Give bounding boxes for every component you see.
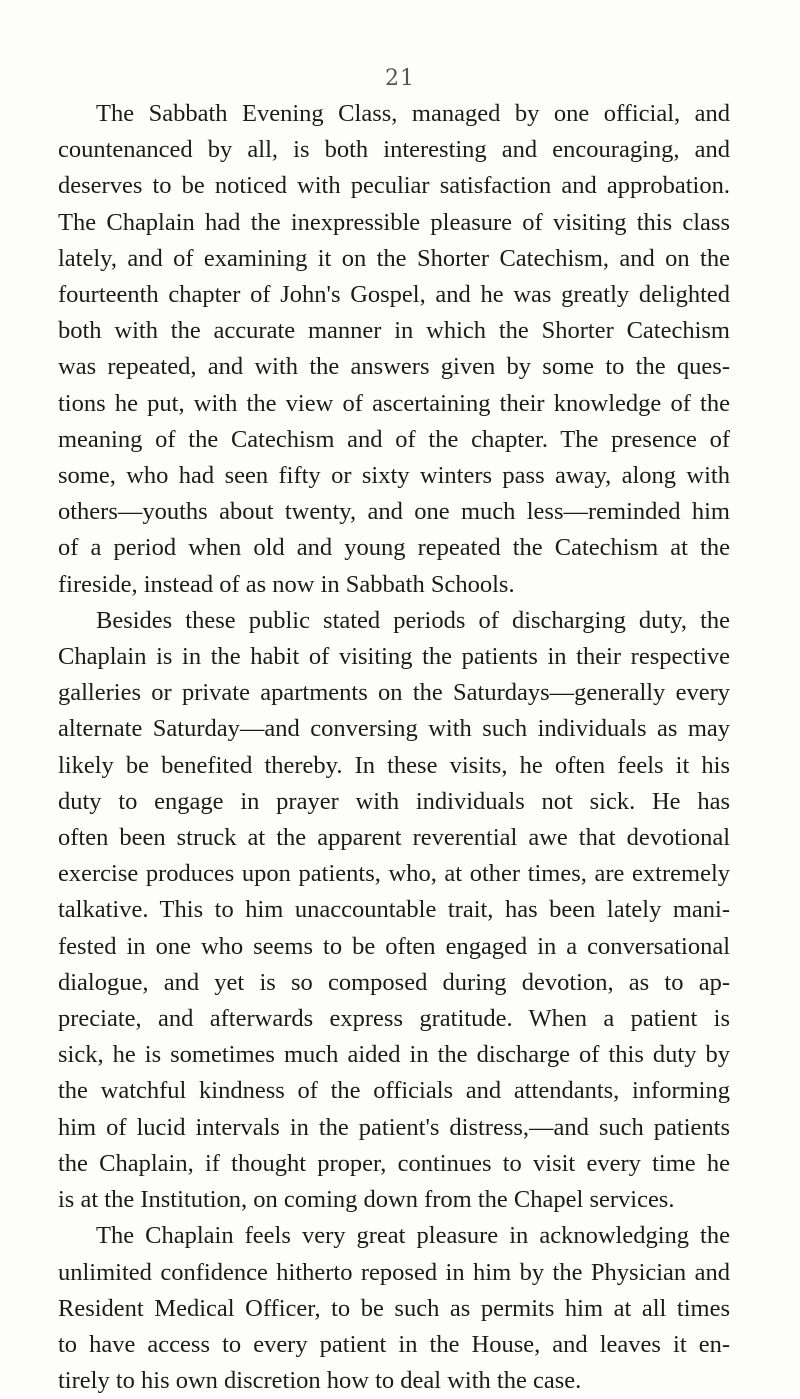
text-line: Besides these public stated periods of discharging duty, the	[96, 606, 730, 634]
text-line: countenanced by all, is both interesting and encouraging, and	[58, 136, 730, 164]
body-text	[58, 96, 730, 1399]
text-line: some, who had seen fifty or sixty winters pass away, along with	[58, 462, 730, 490]
text-line: The Chaplain had the inexpressible pleasure of visiting this class	[58, 208, 730, 236]
text-line: of a period when old and young repeated the Catechism at the	[58, 534, 730, 562]
text-line: the watchful kindness of the officials and attendants, informing	[58, 1077, 730, 1105]
text-line: often been struck at the apparent reverential awe that devotional	[58, 824, 730, 852]
text-line: both with the accurate manner in which the Shorter Catechism	[58, 317, 730, 345]
text-line: to have access to every patient in the House, and leaves it en-	[58, 1330, 730, 1358]
paragraph	[58, 96, 730, 603]
text-line: unlimited confidence hitherto reposed in him by the Physician and	[58, 1258, 730, 1286]
paragraph	[58, 603, 730, 1218]
text-line: the Chaplain, if thought proper, continues to visit every time he	[58, 1149, 730, 1177]
text-line: galleries or private apartments on the Saturdays—generally every	[58, 679, 730, 707]
text-line: dialogue, and yet is so composed during devotion, as to ap-	[58, 968, 730, 996]
text-line: meaning of the Catechism and of the chapter. The presence of	[58, 425, 730, 453]
text-line: exercise produces upon patients, who, at other times, are extremely	[58, 860, 730, 888]
text-line: preciate, and afterwards express gratitude. When a patient is	[58, 1005, 730, 1033]
text-line: fested in one who seems to be often engaged in a conversational	[58, 932, 730, 960]
text-line: was repeated, and with the answers given by some to the ques-	[58, 353, 730, 381]
text-line: duty to engage in prayer with individuals not sick. He has	[58, 787, 730, 815]
text-line: likely be benefited thereby. In these visits, he often feels it his	[58, 751, 730, 779]
text-line: tirely to his own discretion how to deal with the case.	[58, 1367, 582, 1395]
text-line: fireside, instead of as now in Sabbath Schools.	[58, 570, 515, 598]
text-line: tions he put, with the view of ascertaining their knowledge of the	[58, 389, 730, 417]
text-line: Chaplain is in the habit of visiting the patients in their respective	[58, 643, 730, 671]
text-line: him of lucid intervals in the patient's distress,—and such patients	[58, 1113, 730, 1141]
text-line: sick, he is sometimes much aided in the discharge of this duty by	[58, 1041, 730, 1069]
text-line: deserves to be noticed with peculiar satisfaction and approbation.	[58, 172, 730, 200]
text-line: The Chaplain feels very great pleasure in acknowledging the	[96, 1222, 730, 1250]
text-line: talkative. This to him unaccountable trait, has been lately mani-	[58, 896, 730, 924]
text-line: alternate Saturday—and conversing with such individuals as may	[58, 715, 730, 743]
text-line: lately, and of examining it on the Shorter Catechism, and on the	[58, 244, 730, 272]
text-line: Resident Medical Officer, to be such as permits him at all times	[58, 1294, 730, 1322]
text-line: others—youths about twenty, and one much less—reminded him	[58, 498, 730, 526]
text-line: The Sabbath Evening Class, managed by one official, and	[96, 100, 730, 127]
text-line: fourteenth chapter of John's Gospel, and he was greatly delighted	[58, 281, 730, 309]
paragraph	[58, 1218, 730, 1399]
page-number: 21	[385, 66, 415, 91]
text-line: is at the Institution, on coming down from the Chapel services.	[58, 1186, 675, 1214]
